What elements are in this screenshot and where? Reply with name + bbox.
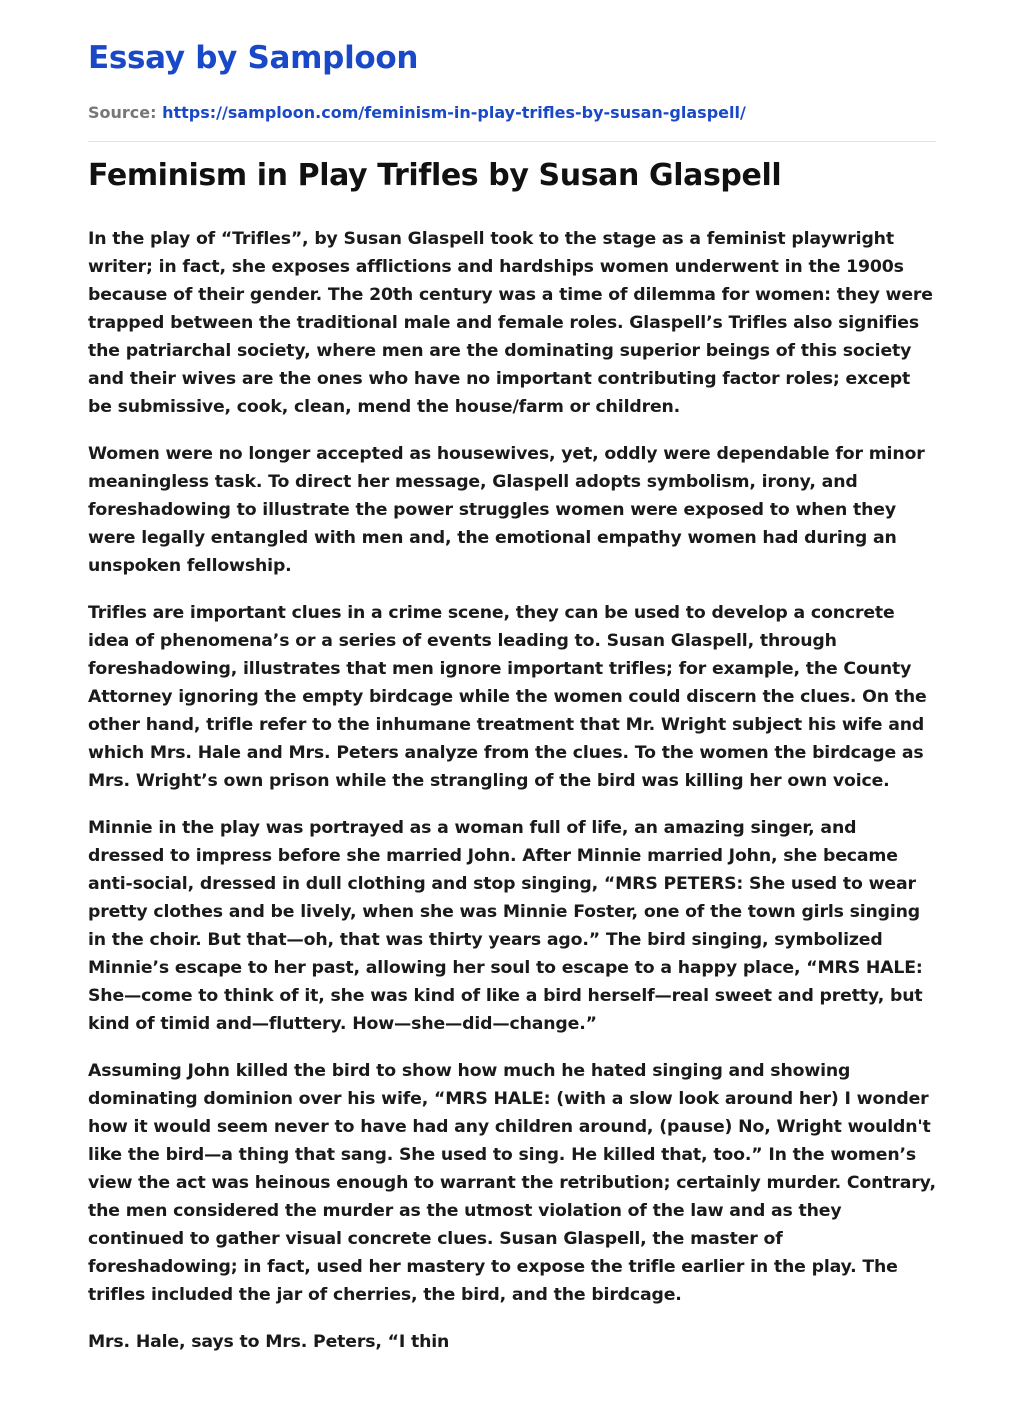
paragraph: Trifles are important clues in a crime scene, they can be used to develop a concrete idea of phenomena’s or a series of events leading to. Susan Glaspell, through foreshadowing, illustrates that men ignore important trifles; for example, the County Attorney ignoring the empty birdcage while the women could discern the clues. On the other hand, trifle refer to the inhumane treatment that Mr. Wright subject his wife and which Mrs. Hale and Mrs. Peters analyze from the clues. To the women the birdcage as Mrs. Wright’s own prison while the strangling of the bird was killing her own voice. [88,603,927,791]
paragraph: Women were no longer accepted as housewives, yet, oddly were dependable for minor meaningless task. To direct her message, Glaspell adopts symbolism, irony, and foreshadowing to illustrate the power struggles women were exposed to when they were legally entangled with men and, the emotional empathy women had during an unspoken fellowship. [88,444,925,576]
source-label: Source: [88,103,163,122]
article-body [88,225,936,1356]
paragraph: In the play of “Trifles”, by Susan Glaspell took to the stage as a feminist playwright writer; in fact, she exposes afflictions and hardships women underwent in the 1900s because of their gender. The 20th century was a time of dilemma for women: they were trapped between the traditional male and female roles. Glaspell’s Trifles also signifies the patriarchal society, where men are the dominating superior beings of this society and their wives are the ones who have no important contributing factor roles; except be submissive, cook, clean, mend the house/farm or children. [88,229,933,417]
paragraph-truncated: Mrs. Hale, says to Mrs. Peters, “I thin [88,1332,450,1352]
source-line [88,102,936,124]
brand-title: Essay by Samploon [88,40,419,76]
article-title: Feminism in Play Trifles by Susan Glaspell [88,158,782,193]
header-divider [88,141,936,142]
paragraph: Minnie in the play was portrayed as a woman full of life, an amazing singer, and dressed to impress before she married John. After Minnie married John, she became anti-social, dressed in dull clothing and stop singing, “MRS PETERS: She used to wear pretty clothes and be lively, when she was Minnie Foster, one of the town girls singing in the choir. But that—oh, that was thirty years ago.” The bird singing, symbolized Minnie’s escape to her past, allowing her soul to escape to a happy place, “MRS HALE: She—come to think of it, she was kind of like a bird herself—real sweet and pretty, but kind of timid and—fluttery. How—she—did—change.” [88,818,923,1034]
paragraph: Assuming John killed the bird to show how much he hated singing and showing dominating dominion over his wife, “MRS HALE: (with a slow look around her) I wonder how it would seem never to have had any children around, (pause) No, Wright wouldn't like the bird—a thing that sang. She used to sing. He killed that, too.” In the women’s view the act was heinous enough to warrant the retribution; certainly murder. Contrary, the men considered the murder as the utmost violation of the law and as they continued to gather visual concrete clues. Susan Glaspell, the master of foreshadowing; in fact, used her mastery to expose the trifle earlier in the play. The trifles included the jar of cherries, the bird, and the birdcage. [88,1061,936,1305]
essay-page [88,0,936,1375]
source-link[interactable]: https://samploon.com/feminism-in-play-trifles-by-susan-glaspell/ [162,103,746,122]
